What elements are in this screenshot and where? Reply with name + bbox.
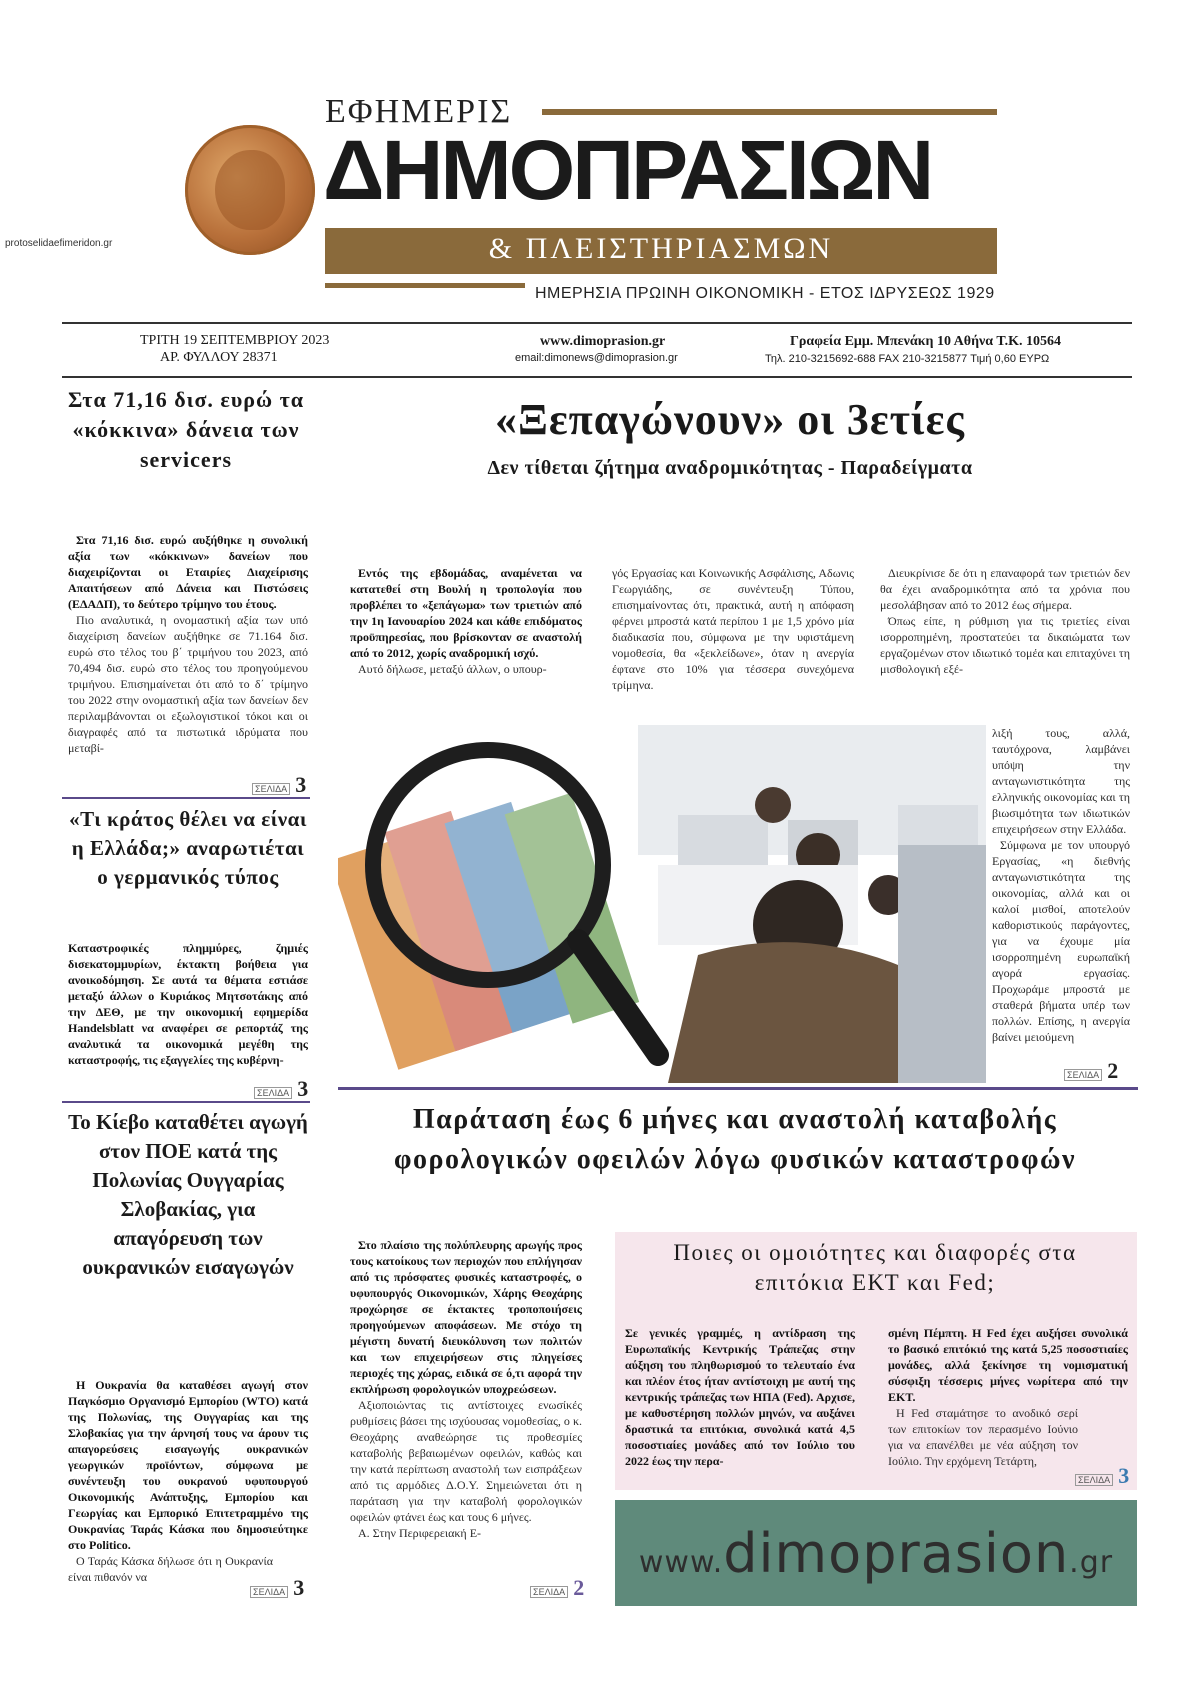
lead-col-3-p1: Διευκρίνισε δε ότι η επαναφορά των τριετιών δεν θα έχει αναδρομικότητα από τα χρόνια που μεσολάβησαν από το 2012 έως σήμερα. <box>880 566 1130 612</box>
issue-date: ΤΡΙΤΗ 19 ΣΕΠΤΕΜΒΡΙΟΥ 2023 <box>140 333 330 348</box>
continue-page: 3 <box>1118 1463 1130 1488</box>
extension-continue[interactable] <box>530 1575 584 1601</box>
continue-label: ΣΕΛΙΔΑ <box>530 1586 568 1598</box>
lead-col-1-lead: Εντός της εβδομάδας, αναμένεται να κατατεθεί στη Βουλή η τροπολογία που προβλέπει το «ξεπάγωμα» των τριετιών από την 1η Ιανουαρίου 2024 και κάθε επιδόματος προϋπηρεσίας, που βρίσκονταν σε αναστολή από το 2012, χωρίς αναδρομική ισχύ. <box>350 566 582 660</box>
left-article-1-text: Πιο αναλυτικά, η ονομαστική αξία των υπό διαχείριση δανείων αυξήθηκε σε 71.164 δισ. ευρώ στο τέλος του β΄ τριμήνου του 2023, από 70,494 δισ. ευρώ στο τέλος του προηγούμενου τριμήνου. Επισημαίνεται ότι από το δ΄ τρίμηνο του 2022 στην ονομαστική αξία των δανείων δεν περιλαμβάνονται οι εξωλογιστικοί τόκοι και οι διαγραφές από τα πιστωτικά ιδρύματα που μεταβί- <box>68 613 308 755</box>
extension-text: Αξιοποιώντας τις αντίστοιχες ενωσίκές ρυθμίσεις βάσει της ισχύουσας νομοθεσίας, ο κ. Θεοχάρης αναθεώρησε τις προθεσμίες καταβολής βεβαιωμένων οφειλών, καθώς και την κατά περίπτωση αναστολή των εισπράξεων από τις αρμόδιες Δ.Ο.Υ. Σημειώνεται ότι η παράταση για την καταβολή φορολογικών οφειλών φτάνει έως και τους 6 μήνες. <box>350 1398 582 1524</box>
extension-body <box>350 1237 582 1541</box>
lead-col-1-text: Αυτό δήλωσε, μεταξύ άλλων, ο υπουρ- <box>358 662 547 676</box>
left-article-3-title[interactable]: Το Κίεβο καταθέτει αγωγή στον ΠΟΕ κατά της Πολωνίας Ουγγαρίας Σλοβακίας, για απαγόρευση των ουκρανικών εισαγωγών <box>68 1110 308 1279</box>
ecb-fed-col-2 <box>888 1325 1128 1469</box>
banner-tld: .gr <box>1069 1545 1114 1580</box>
ecb-fed-col-2-lead: σμένη Πέμπτη. Η Fed έχει αυξήσει συνολικά το βασικό επιτόκιό της κατά 5,25 ποσοστιαίες μονάδες, αλλά ξεκίνησε τη νομισματική σύσφιξη τέσσερις μήνες νωρίτερα από την ΕΚΤ. <box>888 1326 1128 1404</box>
issue-number: ΑΡ. ΦΥΛΛΟΥ 28371 <box>160 350 278 365</box>
left-article-3-text: Ο Ταράς Κάσκα δήλωσε ότι η Ουκρανία είναι πιθανόν να <box>68 1554 273 1584</box>
left-article-1-lead: Στα 71,16 δισ. ευρώ αυξήθηκε η συνολική αξία των «κόκκινων» δανείων που διαχειρίζονται οι Εταιρίες Διαχείρισης Απαιτήσεων από Δάνεια και Πιστώσεις (ΕΔΑΔΠ), το δεύτερο τρίμηνο του έτους. <box>68 533 308 611</box>
banner-name: dimoprasion <box>723 1522 1070 1585</box>
lead-col-3-p2: Όπως είπε, η ρύθμιση για τις τριετίες είναι ισορροπημένη, προστατεύει τα δικαιώματα των εργαζομένων στον ιδιωτικό τομέα και επιταχύνει τη μισθολογική εξέ- <box>880 614 1130 676</box>
continue-label: ΣΕΛΙΔΑ <box>1064 1069 1102 1081</box>
continue-label: ΣΕΛΙΔΑ <box>1075 1474 1113 1486</box>
lead-col-3-narrow-p2: Σύμφωνα με τον υπουργό Εργασίας, «η διεθνής ανταγωνιστικότητα της οικονομίας, αλλά και οι καλοί μισθοί, αποτελούν καθοριστικούς παράγοντες, για να έχουμε μία ισορροπημένη ευρωπαϊκή αγορά εργασίας. Προχωράμε μπροστά με σταθερά βήματα υπέρ των πολλών. Επίσης, η ανεργία βαίνει μειούμενη <box>992 838 1130 1044</box>
continue-page: 2 <box>573 1575 585 1600</box>
lead-col-3 <box>880 565 1130 677</box>
continue-label: ΣΕΛΙΔΑ <box>254 1087 292 1099</box>
banner-prefix: www. <box>638 1545 724 1580</box>
masthead-sub-rule <box>325 283 525 288</box>
website-link[interactable]: www.dimoprasion.gr <box>540 334 666 349</box>
lead-col-3-narrow-p1: λιξή τους, αλλά, ταυτόχρονα, λαμβάνει υπόψη την ανταγωνιστικότητα της ελληνικής οικονομίας και τη βιωσιμότητα των ιδιωτικών επιχειρήσεων στην Ελλάδα. <box>992 726 1130 836</box>
left-article-3-continue[interactable] <box>250 1575 304 1601</box>
extension-lead: Στο πλαίσιο της πολύπλευρης αρωγής προς τους κατοίκους των περιοχών που επλήγησαν από τις πρόσφατες φυσικές καταστροφές, ο υφυπουργός Οικονομικών, Χάρης Θεοχάρης προχώρησε σε έκτακτες τροποποιήσεις προηγούμενων αποφάσεων. Με στόχο τη μέγιστη δυνατή διευκόλυνση των πολιτών και των επιχειρήσεων στις πληγείσες περιοχές της χώρας, ειδικά σε ό,τι αφορά την εκπλήρωση φορολογικών υποχρεώσεων. <box>350 1238 582 1396</box>
extension-text-end: Α. Στην Περιφερειακή Ε- <box>358 1526 482 1540</box>
lead-continue[interactable] <box>1064 1058 1118 1084</box>
lead-divider <box>338 1087 1138 1090</box>
watermark-text: protoselidaefimeridon.gr <box>5 238 113 249</box>
continue-page: 3 <box>295 772 307 797</box>
email-link[interactable]: email:dimonews@dimoprasion.gr <box>515 352 678 364</box>
lead-col-1 <box>350 565 582 677</box>
masthead-band-text: & ΠΛΕΙΣΤΗΡΙΑΣΜΩΝ <box>488 232 834 265</box>
continue-page: 2 <box>1107 1058 1119 1083</box>
ecb-fed-headline[interactable]: Ποιες οι ομοιότητες και διαφορές στα επιτόκια ΕΚΤ και Fed; <box>673 1240 1077 1295</box>
continue-label: ΣΕΛΙΔΑ <box>250 1586 288 1598</box>
continue-page: 3 <box>293 1575 305 1600</box>
masthead-subtitle: ΗΜΕΡΗΣΙΑ ΠΡΩΙΝΗ ΟΙΚΟΝΟΜΙΚΗ - ΕΤΟΣ ΙΔΡΥΣΕΩΣ 1929 <box>535 285 995 302</box>
lead-photo <box>338 725 986 1083</box>
left-article-2-title[interactable]: «Τι κράτος θέλει να είναι η Ελλάδα;» αναρωτιέται ο γερμανικός τύπος <box>69 807 307 889</box>
left-divider-2 <box>62 1101 310 1103</box>
ecb-fed-col-1: Σε γενικές γραμμές, η αντίδραση της Ευρωπαϊκής Κεντρικής Τράπεζας στην αύξηση του πληθωρισμού το τελευταίο ένα και πλέον έτος ήταν αντίστοιχη με αυτή της κεντρικής τράπεζας των ΗΠΑ (Fed). Αρχισε, με καθυστέρηση πολλών μηνών, να αυξάνει δραστικά τα επιτόκια, συνολικά κατά 4,5 ποσοστιαίες μονάδες από τον Ιούλιο του 2022 έως την περα- <box>625 1326 855 1468</box>
lead-subheadline: Δεν τίθεται ζήτημα αναδρομικότητας - Παραδείγματα <box>487 457 973 479</box>
left-divider-1 <box>62 797 310 799</box>
left-article-1-body <box>68 532 308 756</box>
masthead-top-word: ΕΦΗΜΕΡΙΣ <box>325 93 513 130</box>
office-address: Γραφεία Εμμ. Μπενάκη 10 Αθήνα Τ.Κ. 10564 <box>790 334 1062 349</box>
info-rule-bottom <box>62 376 1132 378</box>
info-rule-top <box>62 322 1132 324</box>
ecb-fed-col-2-text: Η Fed σταμάτησε το ανοδικό σερί των επιτοκίων τον περασμένο Ιούνιο για να επανέλθει με νέα αύξηση τον Ιούλιο. Την ερχόμενη Τετάρτη, <box>888 1406 1078 1468</box>
masthead-rule <box>542 109 997 115</box>
contact-phones: Τηλ. 210-3215692-688 FAX 210-3215877 Τιμή 0,60 ΕΥΡΩ <box>765 353 1050 365</box>
extension-headline[interactable]: Παράταση έως 6 μήνες και αναστολή καταβολής φορολογικών οφειλών λόγω φυσικών καταστροφών <box>394 1104 1076 1175</box>
lead-col-3-narrow <box>992 725 1130 1045</box>
continue-page: 3 <box>297 1076 309 1101</box>
left-article-1-continue[interactable] <box>252 772 306 798</box>
left-article-3-lead: Η Ουκρανία θα καταθέσει αγωγή στον Παγκόσμιο Οργανισμό Εμπορίου (WTO) κατά της Πολωνίας, της Ουγγαρίας και της Σλοβακίας για την άρνησή τους να άρουν τις απαγορεύσεις εισαγωγής ουκρανικών γεωργικών προϊόντων, σύμφωνα με συνέντευξη του ουκρανού υφυπουργού Οικονομικής Ανάπτυξης, Εμπορίου και Γεωργίας και Εμπορικό Επιτετραμμένο της Ουκρανίας Ταράς Κάσκα που δημοσιεύτηκε στο Politico. <box>68 1378 308 1552</box>
lead-headline[interactable]: «Ξεπαγώνουν» οι 3ετίες <box>495 395 965 444</box>
website-banner-text[interactable] <box>615 1522 1137 1585</box>
left-article-3-body <box>68 1377 308 1585</box>
left-article-2-continue[interactable] <box>254 1076 308 1102</box>
coin-face-icon <box>215 150 285 230</box>
left-article-1-title[interactable]: Στα 71,16 δισ. ευρώ τα «κόκκινα» δάνεια των servicers <box>67 387 305 472</box>
left-article-2-body: Καταστροφικές πλημμύρες, ζημιές δισεκατομμυρίων, έκτακτη βοήθεια για ανοικοδόμηση. Σε αυτά τα θέματα εστιάσε μεταξύ άλλων ο Κυριάκος Μητσοτάκης από την ΔΕΘ, με την οικονομική εφημερίδα Handelsblatt να αναφέρει σε ρεπορτάζ της αναλυτικά τα οικονομικά μεγέθη της καταστροφής, τις εξαγγελίες της κυβέρνη- <box>68 941 308 1067</box>
masthead-title: ΔΗΜΟΠΡΑΣΙΩΝ <box>323 123 932 217</box>
continue-label: ΣΕΛΙΔΑ <box>252 783 290 795</box>
lead-col-2: γός Εργασίας και Κοινωνικής Ασφάλισης, Αδωνις Γεωργιάδης, σε συνέντευξη Τύπου, επισημαίνοντας ότι, πρακτικά, αυτή η απόφαση φέρνει μπροστά κατά περίπου 1 με 1,5 χρόνο μία διαδικασία που, σύμφωνα με την υφιστάμενη νομοθεσία, θα «ξεκλείδωνε», όταν η ανεργία έφτανε στο 10% για τέσσερα συνεχόμενα τρίμηνα. <box>612 566 854 692</box>
ecb-fed-continue[interactable] <box>1075 1463 1129 1489</box>
